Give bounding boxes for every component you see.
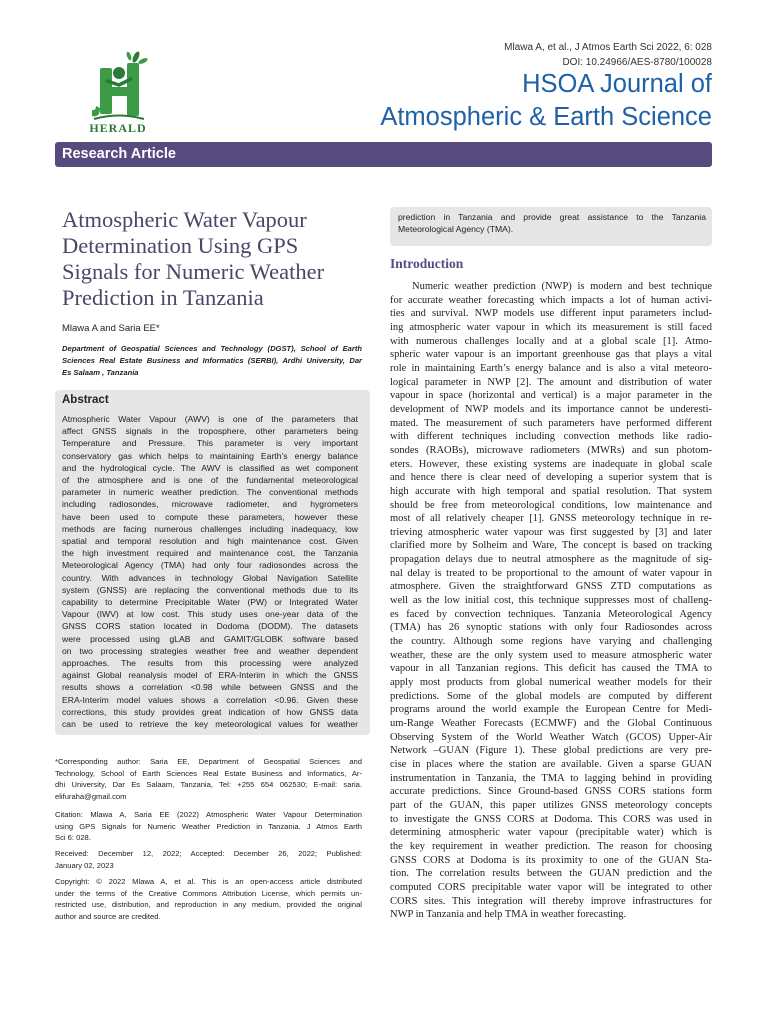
abstract-line: system (GNSS) are replacing the conventional methods due to its <box>62 584 358 595</box>
abstract-line: spatial and temporal resolution and high maintenance cost. Given <box>62 536 358 547</box>
article-meta <box>504 40 712 70</box>
abstract-line: capability to determine Precipitable Water (PW) or Integrated Water <box>62 597 358 608</box>
body-text-line: mated. The measurement of such parameters have performed different <box>390 417 712 429</box>
abstract-continued-text <box>398 211 706 235</box>
abstract-line: on two processing strategies weather free and weather dependent <box>62 645 358 656</box>
abstract-line: Atmospheric Water Vapour (AWV) is one of the parameters that <box>62 414 358 424</box>
abstract-line: corrections, this study provides great indication of how GNSS data <box>62 706 358 717</box>
body-text-line: well as the low initial cost, this technique suppresses most of challeng- <box>390 595 712 607</box>
body-text-line: nal delay is treated to be proportional to the amount of water vapour in <box>390 567 712 579</box>
body-text-line: most of all relatively cheaper [1]. GNSS meteorology technique in re- <box>390 513 712 525</box>
body-text-line: trieving atmospheric water vapour was first suggested by [3] and later <box>390 526 712 538</box>
body-text-line: ties and survival. NWP models use different input parameters includ- <box>390 308 712 320</box>
abstract-line: against Global reanalysis model of ERA-Interim in which the GNSS <box>62 670 358 681</box>
abstract-line: the high investment required and maintenance cost, the Tanzania <box>62 548 358 559</box>
body-text-line: logical parameter in NWP [2]. The amount and distribution of water <box>390 376 712 388</box>
corresponding-author-note <box>55 756 362 803</box>
publication-dates <box>55 848 362 871</box>
footnote-line: Received: December 12, 2022; Accepted: December 26, 2022; Published: <box>55 849 362 858</box>
body-text-line: part of the GUAN, this paper utilizes GNSS meteorology concepts <box>390 799 712 811</box>
footnote-line: Copyright: © 2022 Mlawa A, et al. This is an open-access article distributed <box>55 877 362 886</box>
body-text-line: with numerous challenges locally and at a global scale [1]. Atmo- <box>390 335 712 347</box>
author-list: Mlawa A and Saria EE* <box>62 323 160 334</box>
abstract-text <box>62 413 358 730</box>
body-text-line: (TMA) has 26 synoptic stations with only four Radiosondes across <box>390 622 712 634</box>
footnote-line: dhi University, Dar Es Salaam, Tanzania, Tel: +255 654 062530; E-mail: saria. <box>55 780 362 790</box>
body-text-line: development of NWP models and its importance cannot be underesti- <box>390 403 712 415</box>
body-text-line: predictions. Some of the global models are computed by different <box>390 690 712 702</box>
abstract-line: GNSS CORS station located in Dodoma (DODM). The datasets <box>62 621 358 632</box>
article-title <box>62 207 362 311</box>
citation-line: Mlawa A, et al., J Atmos Earth Sci 2022, 6: 028 <box>504 42 712 53</box>
abstract-line: have been used to compute these parameters, however these <box>62 511 358 522</box>
body-text-line: Network –GUAN (Figure 1). These global predictions are very pre- <box>390 745 712 757</box>
abstract-line: results shows a correlation <0.98 while between GNSS and the <box>62 682 358 693</box>
journal-name-line1: HSOA Journal of <box>522 70 712 98</box>
body-text-line: programs around the world example the European Centre for Medi- <box>390 704 712 716</box>
body-text-line: NWP in Tanzania and help TMA in weather forecasting. <box>390 909 627 921</box>
abstract-line: country. With advances in technology Global Navigation Satellite <box>62 572 358 583</box>
footnote-line: author and source are credited. <box>55 912 161 922</box>
body-text-line: instrumentation in Tanzania, the TMA to lagging behind in providing <box>390 772 712 784</box>
affiliation-line: Department of Geospatial Sciences and Technology (DGST), School of Earth <box>62 344 362 353</box>
introduction-text <box>390 280 712 922</box>
citation-note <box>55 809 362 844</box>
abstract-line: prediction in Tanzania and provide great assistance to the Tanzania <box>398 212 706 222</box>
body-text-line: weather, these are the only system used to measure atmospheric water <box>390 649 712 661</box>
title-line: Determination Using GPS <box>62 233 299 258</box>
body-text-line: and hence there is clear need of developing a superior system that is <box>390 472 712 484</box>
abstract-line: Meteorological Agency (TMA). <box>398 224 514 234</box>
body-text-line: spheric water vapour is an important greenhouse gas that plays a vital <box>390 349 712 361</box>
body-text-line: GNSS CORS at Dodoma is its proximity to one of the GUAN Sta- <box>390 854 712 866</box>
abstract-line: and the hydrological cycle. The AWV is classified as wet component <box>62 462 358 473</box>
body-text-line: tion. The correlation results between the GUAN prediction and the <box>390 868 712 880</box>
abstract-line: Vapour (IWV) at low cost. This study uses one-year data of the <box>62 609 358 620</box>
abstract-line: methods are facing numerous challenges including inadequacy, low <box>62 523 358 534</box>
abstract-continued-box <box>390 207 712 246</box>
abstract-line: affect GNSS signals in the troposphere, other parameters being <box>62 426 358 437</box>
introduction-heading: Introduction <box>390 256 464 271</box>
body-text-line: accurate predictions. Since Ground-based GNSS CORS stations form <box>390 786 712 798</box>
herald-logo-icon <box>86 50 152 122</box>
herald-h-logo-icon <box>86 50 152 122</box>
body-text-line: cise in places where the station are available. Given a sparse GUAN <box>390 758 712 770</box>
body-text-line: computed CORS precipitable water vapor will be integrated to other <box>390 881 712 893</box>
body-text-line: um-Range Weather Forecasts (ECMWF) and the Global Continuous <box>390 718 712 729</box>
body-text-line: apply most products from global numerical weather models for their <box>390 677 712 689</box>
abstract-line: including radiosondes, microwave radiometer, and hygrometers <box>62 499 358 510</box>
body-text-line: vapour in all Tanzanian regions. This deficit has caused the TMA to <box>390 663 712 675</box>
article-type-label: Research Article <box>62 146 176 162</box>
body-text-line: propagation delays due to neutral atmosphere as the magnitude of sig- <box>390 554 712 566</box>
footnote-line: Citation: Mlawa A, Saria EE (2022) Atmospheric Water Vapour Determination <box>55 810 362 819</box>
abstract-box <box>55 390 370 735</box>
abstract-line: were processed using gLAB and GAMIT/GLOBK software based <box>62 633 358 644</box>
abstract-line: Temperature and Pressure. This parameter is very important <box>62 438 358 449</box>
body-text-line: sondes (RAOBs), microwave radiometers (MWRs) and sun photom- <box>390 444 712 456</box>
footnote-line: January 02, 2023 <box>55 860 114 870</box>
body-text-line: ing atmospheric water vapour in which its measurement is still faced <box>390 321 712 333</box>
abstract-line: can be used to retrieve the key meteorological values for weather <box>62 719 358 730</box>
footnote-line: restricted use, distribution, and reproduction in any medium, provided the original <box>55 900 362 910</box>
body-text-line: should be free from meteorological conditions, low maintenance and <box>390 499 712 511</box>
affiliation-line: Es Salaam , Tanzania <box>62 368 139 377</box>
body-text-line: CORS sites. This integration will thereby improve infrastructures for <box>390 895 712 907</box>
article-type-bar <box>55 142 712 167</box>
abstract-heading: Abstract <box>62 393 109 406</box>
body-text-line: the key requirement in weather prediction. The reason for choosing <box>390 840 712 852</box>
title-line: Atmospheric Water Vapour <box>62 207 307 232</box>
logo-wordmark: HERALD <box>89 121 147 135</box>
journal-name <box>380 68 712 134</box>
abstract-line: Meteorological Agency (TMA) had only four radiosondes across the <box>62 560 358 571</box>
body-text-line: Numeric weather prediction (NWP) is modern and best technique <box>412 281 712 292</box>
body-text-line: for accurate weather forecasting which impacts a lot of human activi- <box>390 294 712 306</box>
title-line: Prediction in Tanzania <box>62 285 264 310</box>
body-text-line: Observing System of the World Weather Watch (GCOS) Upper-Air <box>390 731 712 743</box>
abstract-line: parameter in numeric weather prediction. The conventional methods <box>62 487 358 498</box>
abstract-line: conservatory gas which helps to maintaining Earth’s energy balance <box>62 450 358 461</box>
author-affiliation <box>62 343 362 379</box>
title-line: Signals for Numeric Weather <box>62 259 325 284</box>
body-text-line: to investigate the GNSS CORS at Dodoma. This CORS was used in <box>390 813 712 825</box>
body-text-line: determining atmospheric water vapour (precipitable water) which is <box>390 827 712 839</box>
body-text-line: eters. However, these existing systems are inadequate in global scale <box>390 458 712 470</box>
footnote-line: using GPS Signals for Numeric Weather Prediction in Tanzania. J Atmos Earth <box>55 821 362 831</box>
copyright-note <box>55 876 362 923</box>
footnote-line: under the terms of the Creative Commons Attribution License, which permits un- <box>55 888 362 898</box>
abstract-line: ERA-Interim model values shows a correlation <0.96. Given these <box>62 694 358 705</box>
body-text-line: high accurate with high temporal and spatial resolution. That system <box>390 485 712 497</box>
body-text-line: atmosphere. Given the straightforward GNSS ZTD computations as <box>390 581 712 593</box>
body-text-line: the country. Although some regions have varying and challenging <box>390 636 712 648</box>
doi-link[interactable]: DOI: 10.24966/AES-8780/100028 <box>562 57 712 68</box>
abstract-line: approaches. The results from this processing were analyzed <box>62 658 358 669</box>
body-text-line: with different techniques including convection methods like radio- <box>390 431 712 443</box>
footnote-line: Sci 6: 028. <box>55 833 91 843</box>
abstract-line: of the atmosphere and is one of the fundamental meteorological <box>62 475 358 486</box>
footnote-line: elifuraha@gmail.com <box>55 792 127 802</box>
affiliation-line: Sciences Real Estate Business and Informatics (SERBI), Ardhi University, Dar <box>62 356 362 365</box>
footnote-line: *Corresponding author: Saria EE, Department of Geospatial Sciences and <box>55 757 362 766</box>
body-text-line: role in maintaining Earth’s energy balance and is also a vital meteoro- <box>390 362 712 374</box>
body-text-line: clarified more by Solheim and Ware, The concept is based on tracking <box>390 540 712 552</box>
body-text-line: es faced by convection techniques. Tanzania Meteorological Agency <box>390 608 712 620</box>
journal-name-line2: Atmospheric & Earth Science <box>380 103 712 131</box>
footnote-line: Technology, School of Earth Sciences Real Estate Business and Informatics, Ar- <box>55 768 362 778</box>
body-text-line: vapour in space (horizontal and vertical) is a major parameter in the <box>390 390 712 402</box>
